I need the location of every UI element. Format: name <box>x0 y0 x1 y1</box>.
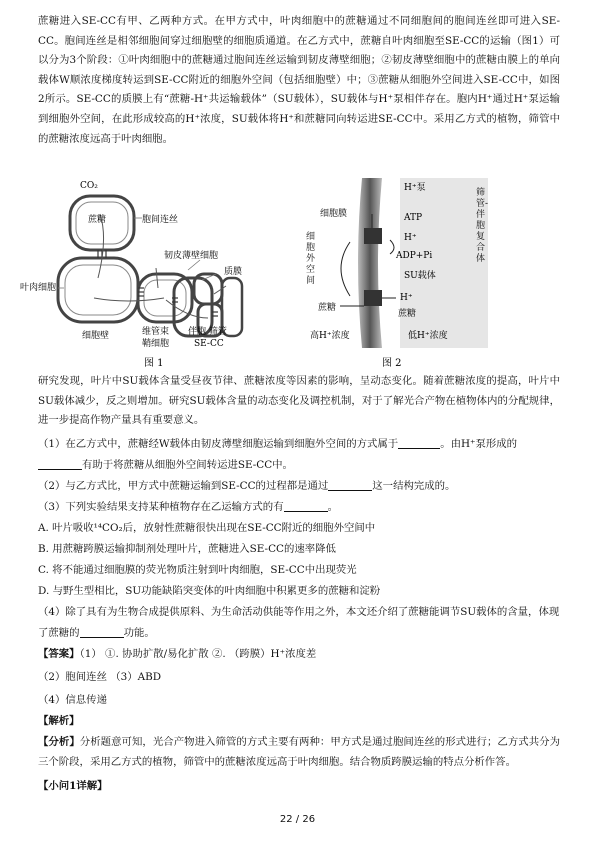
fig2-sucrose-in-label: 蔗糖 <box>398 309 417 319</box>
fig2-low-h-label: 低H⁺浓度 <box>408 331 448 341</box>
fig1-sucrose-label: 蔗糖 <box>88 215 107 225</box>
fig1-mesophyll-label: 叶肉细胞 <box>20 283 57 293</box>
answer-line-2: （2）胞间连丝 （3）ABD <box>38 671 162 683</box>
q1-blank-2 <box>38 458 82 470</box>
question-2 <box>38 476 568 496</box>
fig1-companion-sieve-label: 伴胞 筛管 <box>188 327 227 337</box>
fig2-extracellular-label: 细胞外空间 <box>306 232 316 286</box>
q3-blank <box>284 500 328 512</box>
question-1 <box>38 434 568 454</box>
fig1-phloem-parenchyma-label: 韧皮薄壁细胞 <box>164 251 219 261</box>
fig1-bundle-sheath-label-2: 鞘细胞 <box>142 339 170 349</box>
subquestion-1-label: 【小问1详解】 <box>38 780 108 792</box>
question-4: （4）除了具有为生物合成提供原料、为生命活动供能等作用之外，本文还介绍了蔗糖能调节SU载体的含量，体现 <box>38 606 560 618</box>
research-paragraph: 研究发现，叶片中SU载体含量受昼夜节律、蔗糖浓度等因素的影响，呈动态变化。随着蔗糖浓度的提高，叶片中SU载体减少，反之则增加。研究SU载体含量的动态变化及调控机制，对于了解光合产物在植物体内的分配规律，进一步提高作物产量具有重要意义。 <box>38 375 560 427</box>
analysis-paragraph <box>38 733 560 772</box>
fig1-se-cc-label: SE-CC <box>194 339 224 349</box>
q3-text-b: 。 <box>327 501 338 513</box>
figure-1-diagram <box>20 178 298 370</box>
fig2-h-pump-label: H⁺泵 <box>404 183 426 193</box>
option-a: A. 叶片吸收¹⁴CO₂后，放射性蔗糖很快出现在SE-CC附近的细胞外空间中 <box>38 522 376 534</box>
q1-blank-1 <box>398 437 440 449</box>
q1-text-c: 有助于将蔗糖从细胞外空间转运进SE-CC中。 <box>82 459 293 471</box>
q2-text-b: 这一结构完成的。 <box>372 480 456 492</box>
q3-text-a: （3）下列实验结果支持某种植物存在乙运输方式的有 <box>38 501 284 513</box>
question-4-cont <box>38 623 568 643</box>
fig2-high-h-label: 高H⁺浓度 <box>310 331 350 341</box>
answer-label: 【答案】 <box>38 648 80 660</box>
fig2-h-plus-label: H⁺ <box>404 233 417 243</box>
analysis-label: 【解析】 <box>38 715 80 727</box>
page-number: 22 / 26 <box>279 814 316 825</box>
fig2-atp-label: ATP <box>404 213 423 223</box>
fig1-plasma-membrane-label: 质膜 <box>224 267 243 277</box>
answer-line-3: （4）信息传递 <box>38 694 107 706</box>
analysis-sub-label: 【分析】 <box>38 736 80 748</box>
fig1-cell-wall-label: 细胞壁 <box>82 331 110 341</box>
fig2-caption: 图 2 <box>382 358 402 369</box>
fig2-sieve-complex-label: 筛管-伴胞复合体 <box>476 188 489 264</box>
q2-text-a: （2）与乙方式比，甲方式中蔗糖运输到SE-CC的过程都是通过 <box>38 480 329 492</box>
answer-part-1: （1） ①. 协助扩散/易化扩散 ②. （跨膜）H⁺浓度差 <box>79 648 317 660</box>
fig2-su-carrier-label: SU载体 <box>404 271 436 281</box>
fig2-sucrose-out-label: 蔗糖 <box>318 303 337 313</box>
option-d: D. 与野生型相比，SU功能缺陷突变体的叶肉细胞中积累更多的蔗糖和淀粉 <box>38 585 381 597</box>
option-c: C. 将不能通过细胞膜的荧光物质注射到叶肉细胞，SE-CC中出现荧光 <box>38 564 357 576</box>
q2-blank <box>328 479 372 491</box>
q4-text-b: 了蔗糖的 <box>38 627 80 639</box>
q1-text-a: （1）在乙方式中，蔗糖经W载体由韧皮薄壁细胞运输到细胞外空间的方式属于 <box>38 438 399 450</box>
fig2-cell-membrane-label: 细胞膜 <box>320 209 348 219</box>
figure-2-diagram <box>300 178 490 370</box>
answer-line-1 <box>38 644 568 664</box>
fig1-caption: 图 1 <box>144 358 164 369</box>
q4-blank <box>80 626 124 638</box>
question-3 <box>38 497 568 517</box>
q4-text-c: 功能。 <box>123 627 155 639</box>
fig2-adp-pi-label: ADP+Pi <box>396 251 433 261</box>
question-1-cont <box>38 455 568 475</box>
fig1-plasmodesmata-label: 胞间连丝 <box>142 215 179 225</box>
option-b: B. 用蔗糖跨膜运输抑制剂处理叶片，蔗糖进入SE-CC的速率降低 <box>38 543 336 555</box>
fig2-h-plus-2-label: H⁺ <box>400 293 413 303</box>
q1-text-b: 。由H⁺泵形成的 <box>440 438 518 450</box>
fig1-co2-label: CO₂ <box>80 181 98 191</box>
analysis-text: 分析题意可知，光合产物进入筛管的方式主要有两种：甲方式是通过胞间连丝的形式进行；乙方式共分为三个阶段，采用乙方式的植物，筛管中的蔗糖浓度远高于叶肉细胞。结合物质跨膜运输的特点分析作答。 <box>38 736 560 768</box>
intro-paragraph: 蔗糖进入SE-CC有甲、乙两种方式。在甲方式中，叶肉细胞中的蔗糖通过不同细胞间的胞间连丝即可进入SE-CC。胞间连丝是相邻细胞间穿过细胞壁的细胞质通道。在乙方式中，蔗糖自叶肉细胞至SE-CC的运输（图1）可以分为3个阶段：①叶肉细胞中的蔗糖通过胞间连丝运输到韧皮薄壁细胞；②韧皮薄壁细胞中的蔗糖由膜上的单向载体W顺浓度梯度转运到SE-CC附近的细胞外空间（包括细胞壁）中；③蔗糖从细胞外空间进入SE-CC中，如图2所示。SE-CC的质膜上有“蔗糖-H⁺共运输载体”（SU载体），SU载体与H⁺泵相伴存在。胞内H⁺通过H⁺泵运输到细胞外空间，在此形成较高的H⁺浓度，SU载体将H⁺和蔗糖同向转运进SE-CC中。采用乙方式的植物，筛管中的蔗糖浓度远高于叶肉细胞。 <box>38 15 560 145</box>
fig1-bundle-sheath-label-1: 维管束 <box>142 327 170 337</box>
